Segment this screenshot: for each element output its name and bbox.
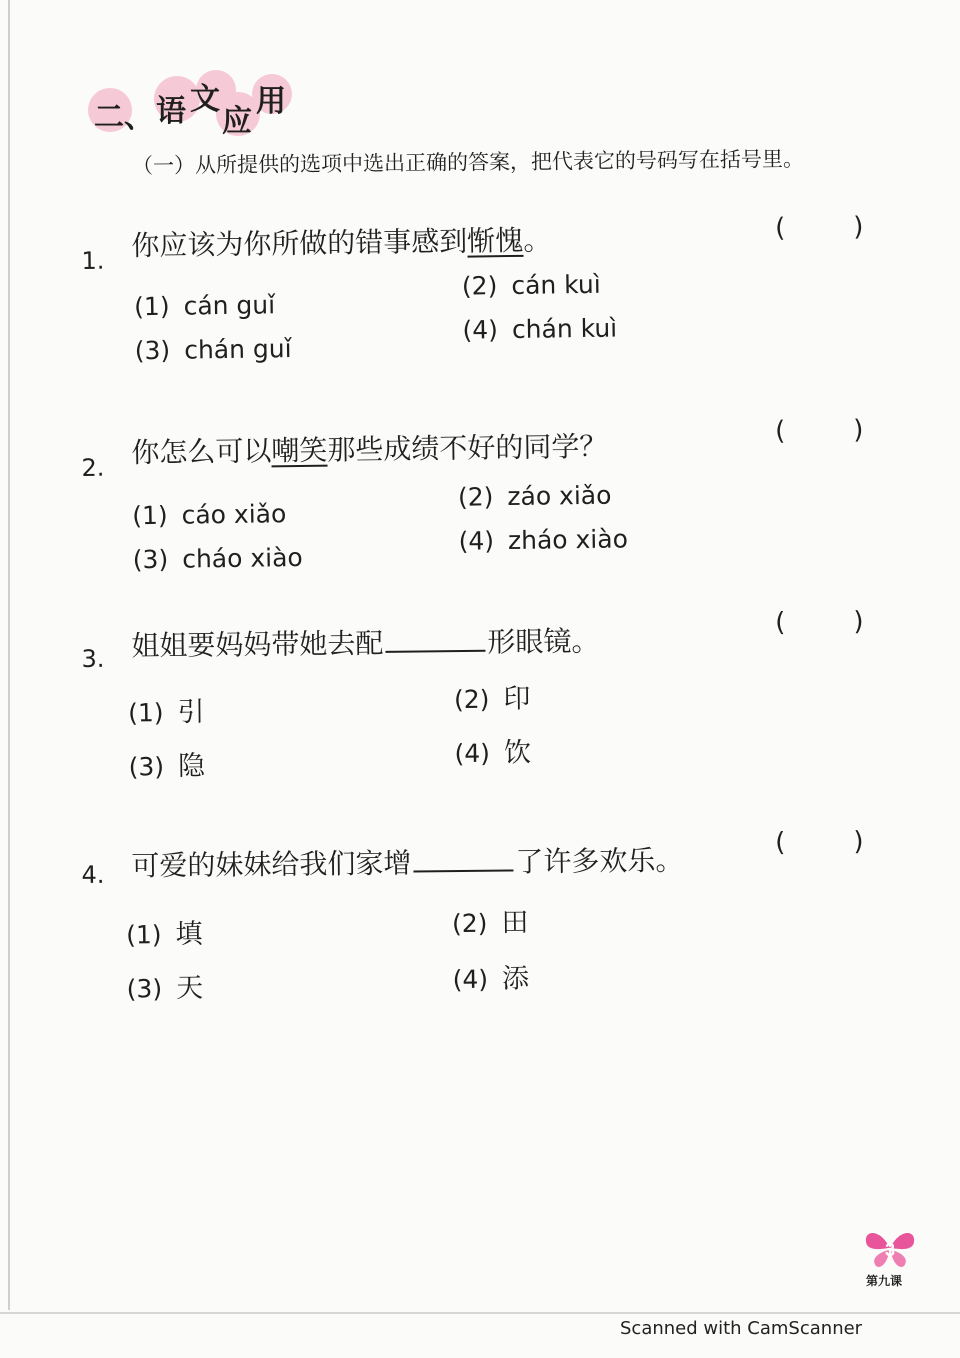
option-2: (2) záo xiǎo — [457, 480, 612, 512]
question-2 — [81, 411, 883, 582]
butterfly-page-icon — [862, 1226, 918, 1270]
option-3: (3) 天 — [126, 972, 204, 1005]
question-number: 1. — [81, 246, 105, 276]
section-heading — [84, 70, 344, 140]
scan-edge-bottom — [0, 1312, 960, 1314]
option-4: (4) chán kuì — [462, 313, 618, 345]
page-number: 3 — [884, 1240, 896, 1260]
option-3: (3) cháo xiào — [132, 542, 303, 575]
section-title-char: 语 — [156, 94, 186, 129]
lesson-label: 第九课 — [866, 1274, 903, 1288]
option-3: (3) 隐 — [128, 750, 206, 782]
option-1: (1) cáo xiǎo — [131, 499, 287, 531]
section-title-char: 用 — [256, 84, 286, 119]
question-4 — [81, 827, 883, 1010]
option-2: (2) cán kuì — [461, 269, 601, 301]
question-text — [131, 218, 552, 264]
question-number: 4. — [81, 860, 105, 890]
question-text-before: 可爱的妹妹给我们家增 — [131, 846, 412, 883]
question-text-after: 了许多欢乐。 — [515, 843, 684, 879]
underlined-word: 惭愧 — [467, 223, 524, 258]
underlined-word: 嘲笑 — [271, 433, 328, 468]
section-number: 二、 — [94, 100, 154, 135]
fill-blank[interactable] — [385, 626, 485, 653]
question-text — [131, 425, 608, 472]
option-2: (2) 田 — [451, 907, 529, 939]
option-1: (1) cán guǐ — [133, 290, 276, 322]
instruction-text: （一）从所提供的选项中选出正确的答案，把代表它的号码写在括号里。 — [131, 146, 805, 178]
option-3: (3) chán guǐ — [134, 334, 292, 366]
scan-edge-left — [8, 0, 10, 1310]
fill-blank[interactable] — [413, 845, 513, 872]
question-text-after: 。 — [523, 223, 552, 257]
option-1: (1) 引 — [127, 696, 205, 728]
option-1: (1) 填 — [125, 918, 203, 951]
question-text — [131, 839, 683, 885]
question-text-before: 你应该为你所做的错事感到 — [131, 224, 468, 263]
scanner-footer: Scanned with CamScanner — [620, 1318, 863, 1339]
option-4: (4) 添 — [452, 963, 530, 995]
question-text-after: 那些成绩不好的同学？ — [327, 429, 608, 467]
question-text-after: 形眼镜。 — [487, 624, 600, 659]
question-text-before: 姐姐要妈妈带她去配 — [131, 626, 384, 663]
question-1 — [81, 204, 883, 375]
option-4: (4) 饮 — [454, 737, 532, 769]
option-4: (4) zháo xiào — [458, 524, 629, 556]
question-text-before: 你怎么可以 — [131, 434, 272, 470]
question-number: 3. — [81, 644, 105, 674]
question-text — [131, 620, 599, 665]
option-2: (2) 印 — [453, 683, 531, 715]
answer-parentheses[interactable]: ( ) — [775, 606, 864, 638]
answer-parentheses[interactable]: ( ) — [774, 212, 864, 244]
answer-parentheses[interactable]: ( ) — [775, 826, 864, 858]
question-3 — [81, 607, 883, 790]
answer-parentheses[interactable]: ( ) — [774, 415, 864, 447]
section-title-char: 文 — [190, 82, 220, 117]
section-title-char: 应 — [222, 104, 252, 139]
question-number: 2. — [81, 453, 105, 483]
